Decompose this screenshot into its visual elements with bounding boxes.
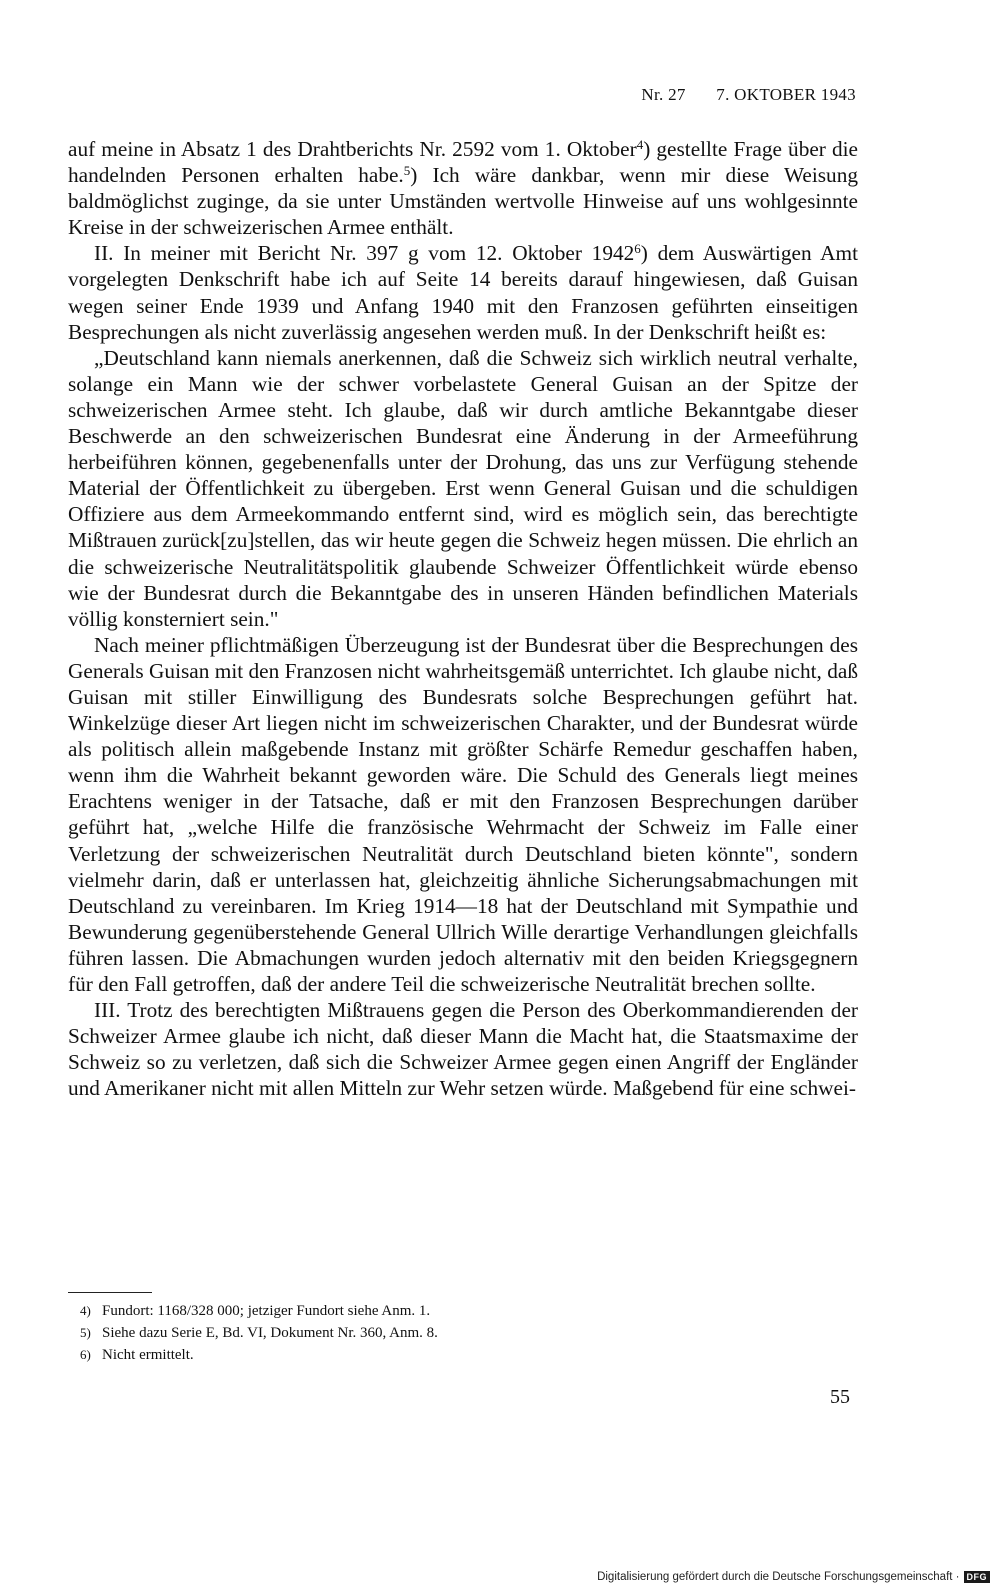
paragraph-1-part-1: auf meine in Absatz 1 des Drahtberichts Nr. 2592 vom 1. Oktober <box>68 137 637 161</box>
footnote-ref-4: 4 <box>636 137 644 152</box>
dfg-logo: DFG <box>964 1571 991 1583</box>
footnote-ref-5: 5 <box>403 163 411 179</box>
footnote-5-mark: 5) <box>80 1325 91 1340</box>
document-date: 7. OKTOBER 1943 <box>716 85 856 104</box>
footer-text: Digitalisierung gefördert durch die Deutsche Forschungsgemeinschaft · <box>597 1571 960 1583</box>
running-header <box>641 85 856 105</box>
paragraph-1-part-3: ) Ich wäre dankbar, wenn mir diese Weisung baldmöglichst zuginge, da sie unter Umständen wertvolle Hinweise auf uns wohlgesinnte Kreise in der schweizerischen Armee enthält. <box>68 163 858 240</box>
paragraph-2 <box>68 240 858 344</box>
paragraph-1-part-2: ) gestellte Frage über die handelnden Personen erhalten habe. <box>68 137 859 188</box>
main-text <box>68 136 858 1101</box>
footnote-divider <box>68 1292 152 1293</box>
footnote-6-mark: 6) <box>80 1347 91 1362</box>
page-number: 55 <box>830 1386 850 1408</box>
quoted-memorandum: „Deutschland kann niemals anerkennen, daß die Schweiz sich wirklich neutral verhalte, solange ein Mann wie der schwer vorbelastete General Guisan an der Spitze der schweizerischen Armee steht. Ich glaube, daß wir durch amtliche Bekanntgabe dieser Beschwerde an den schweizerischen Bundesrat eine Änderung in der Armeeführung herbeiführen können, gegebenenfalls unter der Drohung, das uns zur Verfügung stehende Material der Öffentlichkeit zu übergeben. Erst wenn General Guisan und die schuldigen Offiziere aus dem Armeekommando entfernt sind, wird es möglich sein, das berechtigte Mißtrauen zurück[zu]stellen, das wir heute gegen die Schweiz hegen müssen. Die ehrlich an die schweizerische Neutralitätspolitik glaubende Schweizer Öffentlichkeit würde ebenso wie der Bundesrat durch die Bekanntgabe des in unseren Händen befindlichen Materials völlig konsterniert sein." <box>68 345 858 631</box>
paragraph-2-part-1: II. In meiner mit Bericht Nr. 397 g vom 12. Oktober 1942 <box>94 241 635 266</box>
digitization-footer <box>597 1571 990 1583</box>
paragraph-4: Nach meiner pflichtmäßigen Überzeugung ist der Bundesrat über die Besprechungen des Generals Guisan mit den Franzosen nicht wahrheitsgemäß unterrichtet. Ich glaube nicht, daß Guisan mit stiller Einwilligung des Bundesrats solche Besprechungen geführt hat. Winkelzüge dieser Art liegen nicht im schweizerischen Charakter, und der Bundesrat würde als politisch allein maßgebende Instanz mit größter Schärfe Remedur geschaffen haben, wenn ihm die Wahrheit bekannt geworden wäre. Die Schuld des Generals liegt meines Erachtens weniger in der Tatsache, daß er mit den Franzosen Besprechungen darüber geführt hat, „welche Hilfe die französische Wehrmacht der Schweiz im Falle einer Verletzung der schweizerischen Neutralität durch Deutschland bieten könnte", sondern vielmehr darin, daß er unterlassen hat, gleichzeitig ähnliche Sicherungsabmachungen mit Deutschland zu vereinbaren. Im Krieg 1914—18 hat der Deutschland mit Sympathie und Bewunderung gegenüberstehende General Ullrich Wille derartige Verhandlungen gleichfalls führen lassen. Die Abmachungen wurden jedoch alternativ mit den beiden Kriegsgegnern für den Fall getroffen, daß der andere Teil die schweizerische Neutralität brechen sollte. <box>68 632 858 996</box>
paragraph-2-part-2: ) dem Auswärtigen Amt vorgelegten Denkschrift habe ich auf Seite 14 bereits darauf hingewiesen, daß Guisan wegen seiner Ende 1939 und Anfang 1940 mit den Franzosen geführten einseitigen Besprechungen als nicht zuverlässig angesehen werden muß. In der Denkschrift heißt es: <box>68 241 858 344</box>
footnote-6-text: Nicht ermittelt. <box>102 1347 194 1363</box>
paragraph-5: III. Trotz des berechtigten Mißtrauens gegen die Person des Oberkommandierenden der Schweizer Armee glaube ich nicht, daß dieser Mann die Macht hat, die Staatsmaxime der Schweiz so zu verletzen, daß sich die Schweizer Armee gegen einen Angriff der Engländer und Amerikaner nicht mit allen Mitteln zur Wehr setzen würde. Maßgebend für eine schwei- <box>68 998 858 1101</box>
paragraph-1 <box>68 136 858 240</box>
footnote-ref-6: 6 <box>634 241 641 257</box>
footnote-5-text: Siehe dazu Serie E, Bd. VI, Dokument Nr. 360, Anm. 8. <box>102 1325 438 1341</box>
footnote-6 <box>80 1344 438 1366</box>
footnote-5 <box>80 1322 438 1344</box>
footnote-4-mark: 4) <box>80 1303 91 1318</box>
footnotes <box>80 1300 438 1366</box>
document-number: Nr. 27 <box>641 85 686 104</box>
footnote-4 <box>80 1300 438 1322</box>
footnote-4-text: Fundort: 1168/328 000; jetziger Fundort siehe Anm. 1. <box>102 1303 431 1319</box>
